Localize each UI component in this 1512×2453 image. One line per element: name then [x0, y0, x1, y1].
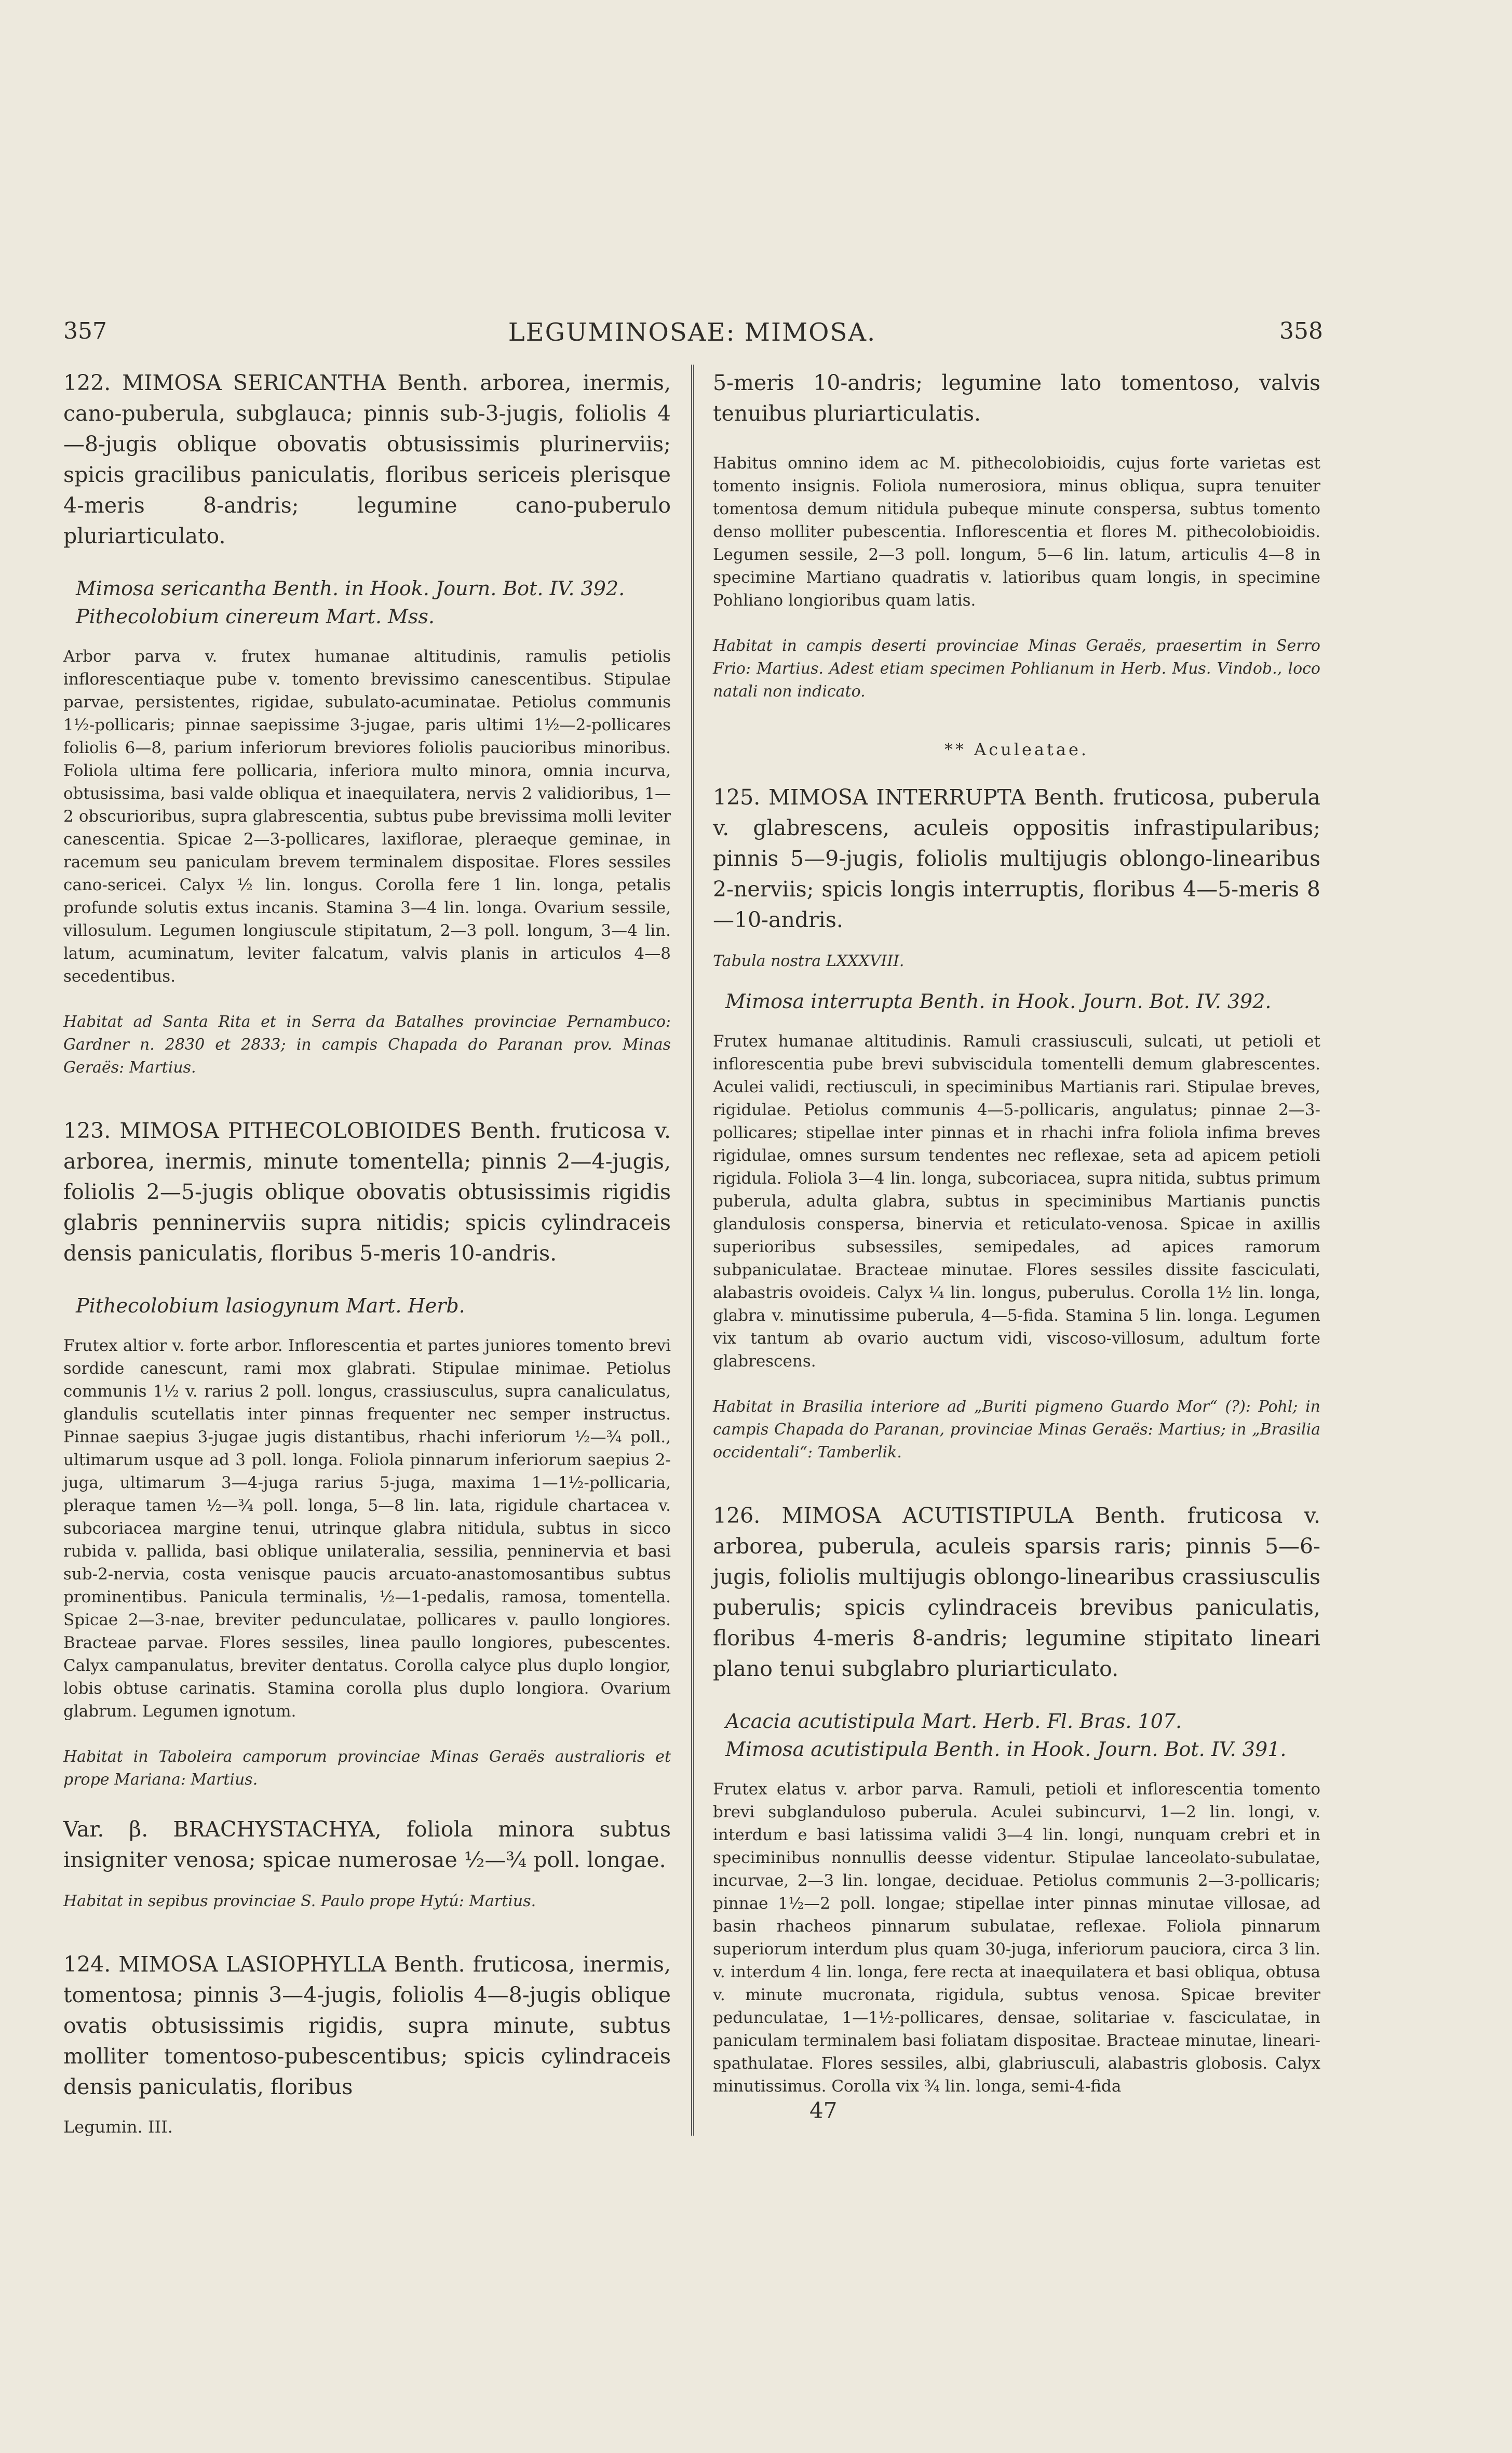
species-126-synonym-1: Acacia acutistipula Mart. Herb. Fl. Bras. 107. — [725, 1710, 1182, 1733]
page-number-right: 358 — [1279, 318, 1323, 344]
left-column — [63, 368, 671, 2137]
species-122-description: Arbor parva v. frutex humanae altitudinis, ramulis petiolis inflorescentiaque pube v. tomento brevissimo canescentibus. Stipulae parvae, persistentes, rigidae, subulato-acuminatae. Petiolus communis 1½-pollicaris; pinnae saepissime 3-jugae, paris ultimi 1½—2-pollicares foliolis 6—8, parium inferiorum breviores foliolis paucioribus minoribus. Foliola ultima fere pollicaria, inferiora multo minora, omnia incurva, obtusissima, basi valde obliqua et inaequilatera, nervis 2 validioribus, 1—2 obscurioribus, supra glabrescentia, subtus pube brevissima molli leviter canescentia. Spicae 2—3-pollicares, laxiflorae, pleraeque geminae, in racemum seu paniculam brevem terminalem dispositae. Flores sessiles cano-sericei. Calyx ½ lin. longus. Corolla fere 1 lin. longa, petalis profunde solutis extus incanis. Stamina 3—4 lin. longa. Ovarium sessile, villosulum. Legumen longiuscule stipitatum, 2—3 poll. longum, 3—4 lin. latum, acuminatum, leviter falcatum, valvis planis in articulos 4—8 secedentibus. — [63, 647, 671, 986]
species-125-tabula: Tabula nostra LXXXVIII. — [713, 952, 905, 970]
species-124-description: Habitus omnino idem ac M. pithecolobioidis, cujus forte varietas est tomento insignis. Foliola numerosiora, minus obliqua, supra tenuiter tomentosa demum nitidula pubeque minute conspersa, subtus tomento denso molliter pubescentia. Inflorescentia et flores M. pithecolobioidis. Legumen sessile, 2—3 poll. longum, 5—6 lin. latum, articulis 4—8 in specimine Martiano quadratis v. latioribus quam longis, in specimine Pohliano longioribus quam latis. — [713, 454, 1320, 610]
species-123-description: Frutex altior v. forte arbor. Inflorescentia et partes juniores tomento brevi sordide canescunt, rami mox glabrati. Stipulae minimae. Petiolus communis 1½ v. rarius 2 poll. longus, crassiusculus, supra canaliculatus, glandulis scutellatis inter pinnas frequenter nec semper instructus. Pinnae saepius 3-jugae jugis distantibus, rhachi inferiorum ½—¾ poll., ultimarum usque ad 3 poll. longa. Foliola pinnarum inferiorum saepius 2-juga, ultimarum 3—4-juga rarius 5-juga, maxima 1—1½-pollicaria, pleraque tamen ½—¾ poll. longa, 5—8 lin. lata, rigidule chartacea v. subcoriacea margine tenui, utrinque glabra nitidula, subtus in sicco rubida v. pallida, basi oblique unilateralia, sessilia, penninervia et basi sub-2-nervia, costa venisque paucis arcuato-anastomosantibus subtus prominentibus. Panicula terminalis, ½—1-pedalis, ramosa, tomentella. Spicae 2—3-nae, breviter pedunculatae, pollicares v. paullo longiores. Bracteae parvae. Flores sessiles, linea paullo longiores, pubescentes. Calyx campanulatus, breviter dentatus. Corolla calyce plus duplo longior, lobis obtuse carinatis. Stamina corolla plus duplo longiora. Ovarium glabrum. Legumen ignotum. — [63, 1336, 671, 1721]
page-header — [61, 318, 1323, 354]
species-126-diagnosis: 126. MIMOSA ACUTISTIPULA Benth. fruticosa v. arborea, puberula, aculeis sparsis raris; pinnis 5—6-jugis, foliolis multijugis oblongo-linearibus crassiusculis puberulis; spicis cylindraceis brevibus paniculatis, floribus 4-meris 8-andris; legumine stipitato lineari plano tenui subglabro pluriarticulato. — [713, 1503, 1320, 1681]
signature-mark: Legumin. III. — [63, 2117, 173, 2137]
sheet-number: 47 — [809, 2098, 838, 2123]
species-123-habitat: Habitat in Taboleira camporum provinciae Minas Geraës australioris et prope Mariana: Martius. — [63, 1748, 671, 1789]
species-123-synonym-1: Pithecolobium lasiogynum Mart. Herb. — [76, 1294, 465, 1317]
species-122-diagnosis: 122. MIMOSA SERICANTHA Benth. arborea, inermis, cano-puberula, subglauca; pinnis sub-3-jugis, foliolis 4—8-jugis oblique obovatis obtusissimis plurinerviis; spicis gracilibus paniculatis, floribus sericeis plerisque 4-meris 8-andris; legumine cano-puberulo pluriarticulato. — [63, 370, 671, 548]
species-125-habitat: Habitat in Brasilia interiore ad „Buriti pigmeno Guardo Mor“ (?): Pohl; in campis Chapada do Paranan, provinciae Minas Geraës: Martius; in „Brasilia occidentali“: Tamberlik. — [713, 1398, 1320, 1462]
species-126-synonym-2: Mimosa acutistipula Benth. in Hook. Journ. Bot. IV. 391. — [725, 1738, 1287, 1761]
column-divider — [691, 365, 694, 2136]
species-126-description: Frutex elatus v. arbor parva. Ramuli, petioli et inflorescentia tomento brevi subglanduloso puberula. Aculei subincurvi, 1—2 lin. longi, v. interdum e basi latissima validi 3—4 lin. longi, nunquam crebri et in speciminibus nonnullis deesse videntur. Stipulae lanceolato-subulatae, incurvae, 2—3 lin. longae, deciduae. Petiolus communis 2—3-pollicaris; pinnae 1½—2 poll. longae; stipellae inter pinnas minutae villosae, ad basin rhacheos pinnarum subulatae, reflexae. Foliola pinnarum superiorum interdum plus quam 30-juga, inferiorum pauciora, circa 3 lin. v. interdum 4 lin. longa, fere recta at inaequilatera et basi obliqua, obtusa v. minute mucronata, rigidula, subtus venosa. Spicae breviter pedunculatae, 1—1½-pollicares, densae, solitariae v. fasciculatae, in paniculam terminalem basi foliatam dispositae. Bracteae minutae, lineari-spathulatae. Flores sessiles, albi, glabriusculi, alabastris globosis. Calyx minutissimus. Corolla vix ¾ lin. longa, semi-4-fida — [713, 1780, 1320, 2096]
species-123-diagnosis: 123. MIMOSA PITHECOLOBIOIDES Benth. fruticosa v. arborea, inermis, minute tomentella; pinnis 2—4-jugis, foliolis 2—5-jugis oblique obovatis obtusissimis rigidis glabris penninerviis supra nitidis; spicis cylindraceis densis paniculatis, floribus 5-meris 10-andris. — [63, 1118, 671, 1266]
species-125-diagnosis: 125. MIMOSA INTERRUPTA Benth. fruticosa, puberula v. glabrescens, aculeis oppositis infrastipularibus; pinnis 5—9-jugis, foliolis multijugis oblongo-linearibus 2-nerviis; spicis longis interruptis, floribus 4—5-meris 8—10-andris. — [713, 785, 1320, 932]
species-123-variety-habitat: Habitat in sepibus provinciae S. Paulo prope Hytú: Martius. — [63, 1892, 536, 1910]
species-124-habitat: Habitat in campis deserti provinciae Minas Geraës, praesertim in Serro Frio: Martius. Adest etiam specimen Pohlianum in Herb. Mus. Vindob., loco natali non indicato. — [713, 637, 1320, 701]
species-122-habitat: Habitat ad Santa Rita et in Serra da Batalhes provinciae Pernambuco: Gardner n. 2830 et 2833; in campis Chapada do Paranan prov. Minas Geraës: Martius. — [63, 1013, 671, 1077]
page-number-left: 357 — [63, 318, 107, 344]
species-124-diagnosis-start: 124. MIMOSA LASIOPHYLLA Benth. fruticosa, inermis, tomentosa; pinnis 3—4-jugis, foliolis 4—8-jugis oblique ovatis obtusissimis rigidis, supra minute, subtus molliter tomentoso-pubescentibus; spicis cylindraceis densis paniculatis, floribus — [63, 1952, 671, 2099]
species-122-synonym-2: Pithecolobium cinereum Mart. Mss. — [76, 605, 435, 628]
section-heading-aculeatae: ** Aculeatae. — [944, 740, 1089, 759]
species-125-description: Frutex humanae altitudinis. Ramuli crassiusculi, sulcati, ut petioli et inflorescentia pube brevi subviscidula tomentelli demum glabrescentes. Aculei validi, rectiusculi, in speciminibus Martianis rari. Stipulae breves, rigidulae. Petiolus communis 4—5-pollicaris, angulatus; pinnae 2—3-pollicares; stipellae inter pinnas et in rhachi infra foliola infima breves rigidulae, omnes sursum tendentes nec reflexae, seta ad apicem petioli rigidula. Foliola 3—4 lin. longa, subcoriacea, supra nitida, subtus primum puberula, adulta glabra, subtus in speciminibus Martianis punctis glandulosis conspersa, binervia et reticulato-venosa. Spicae in axillis superioribus subsessiles, semipedales, ad apices ramorum subpaniculatae. Bracteae minutae. Flores sessiles dissite fasciculati, alabastris ovoideis. Calyx ¼ lin. longus, puberulus. Corolla 1½ lin. longa, glabra v. minutissime puberula, 4—5-fida. Stamina 5 lin. longa. Legumen vix tantum ab ovario auctum vidi, viscoso-villosum, adultum forte glabrescens. — [713, 1032, 1320, 1371]
species-125-synonym-1: Mimosa interrupta Benth. in Hook. Journ. Bot. IV. 392. — [725, 990, 1272, 1013]
right-column — [713, 368, 1320, 2123]
species-124-diagnosis-end: 5-meris 10-andris; legumine lato tomentoso, valvis tenuibus pluriarticulatis. — [713, 370, 1320, 426]
running-title: LEGUMINOSAE: MIMOSA. — [508, 318, 876, 347]
species-122-synonym-1: Mimosa sericantha Benth. in Hook. Journ. Bot. IV. 392. — [76, 577, 625, 600]
species-123-variety: Var. β. BRACHYSTACHYA, foliola minora subtus insigniter venosa; spicae numerosae ½—¾ poll. longae. — [63, 1817, 671, 1872]
